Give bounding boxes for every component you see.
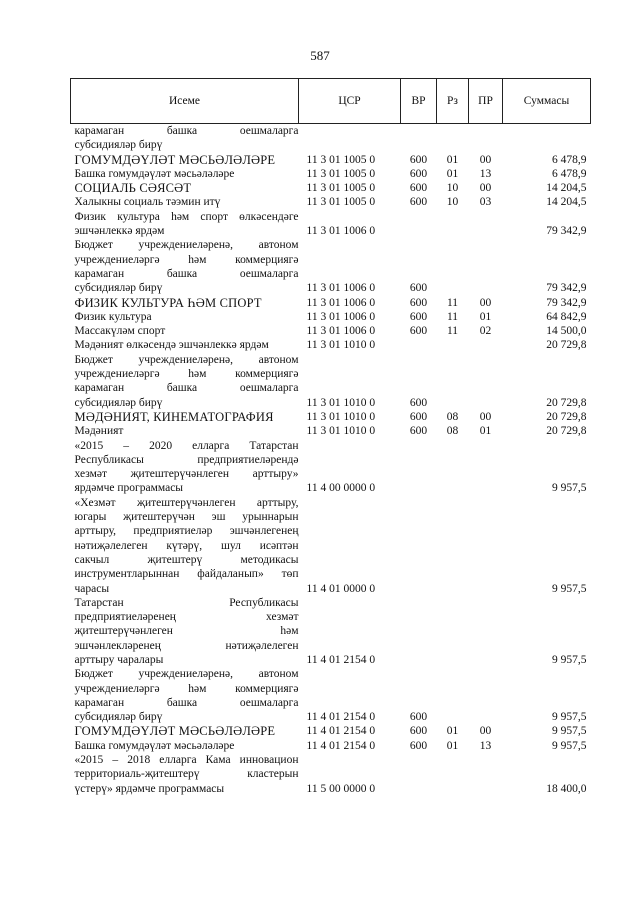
cell-name	[71, 153, 299, 167]
cell-name	[71, 210, 299, 239]
cell-pr	[469, 753, 503, 796]
cell-csr: 11 5 00 0000 0	[306, 782, 376, 795]
name-line: Бюджет учреждениеләренә, автоном	[74, 668, 299, 681]
name-line: карамаган башка оешмаларга	[74, 125, 299, 137]
name-line: карамаган башка оешмаларга	[74, 382, 299, 395]
cell-sum: 9 957,5	[552, 482, 587, 495]
table-row	[71, 324, 591, 338]
cell-rz: 01	[446, 153, 459, 166]
cell-sum: 9 957,5	[552, 582, 587, 595]
cell-vr: 600	[409, 196, 428, 209]
table-row	[71, 338, 591, 352]
cell-vr	[401, 210, 437, 239]
cell-vr: 600	[409, 711, 428, 724]
table-row	[71, 439, 591, 496]
name-line: карамаган башка оешмаларга	[74, 696, 299, 709]
cell-sum: 79 342,9	[546, 282, 587, 295]
cell-pr: 03	[479, 196, 492, 209]
cell-name	[71, 753, 299, 796]
name-line: учреждениеләргә һәм коммерциягә	[74, 682, 299, 695]
cell-vr: 600	[409, 410, 428, 423]
name-line: «2015 – 2018 елларга Кама инновацион	[74, 754, 299, 767]
cell-name	[71, 310, 299, 324]
cell-vr	[401, 439, 437, 496]
cell-csr: 11 3 01 1006 0	[306, 310, 376, 323]
cell-name	[71, 353, 299, 410]
cell-sum: 9 957,5	[552, 711, 587, 724]
name-line: Массакүләм спорт	[74, 325, 166, 338]
cell-rz	[437, 124, 469, 153]
header-name: Исеме	[71, 79, 299, 124]
cell-rz: 01	[446, 725, 459, 738]
name-line: арттыру, предприятиеләр эшчәнлегенең	[74, 525, 299, 538]
cell-vr	[401, 753, 437, 796]
cell-rz: 01	[446, 167, 459, 180]
cell-pr: 13	[479, 739, 492, 752]
cell-pr	[469, 439, 503, 496]
cell-sum: 20 729,8	[546, 339, 587, 352]
cell-name	[71, 739, 299, 753]
table-row	[71, 596, 591, 667]
name-line: «Хезмәт җитештерүчәнлеген арттыру,	[74, 496, 299, 509]
name-line: СОЦИАЛЬ СӘЯСӘТ	[74, 181, 192, 196]
cell-rz: 10	[446, 182, 459, 195]
cell-pr: 01	[479, 425, 492, 438]
header-csr: ЦСР	[299, 79, 401, 124]
cell-vr	[401, 338, 437, 352]
name-line: МӘДӘНИЯТ, КИНЕМАТОГРАФИЯ	[74, 409, 274, 424]
cell-name	[71, 667, 299, 724]
cell-csr: 11 4 01 2154 0	[306, 725, 376, 738]
cell-sum: 79 342,9	[546, 225, 587, 238]
table-header-row	[71, 79, 591, 124]
cell-vr: 600	[409, 153, 428, 166]
name-line: территориаль-җитештерү кластерын	[74, 768, 299, 781]
name-line: субсидияләр бирү	[74, 711, 163, 724]
cell-vr: 600	[409, 739, 428, 752]
name-line: субсидияләр бирү	[74, 139, 163, 152]
name-line: нәтиҗәлелеген күтәрү, шул исәптән	[74, 539, 299, 552]
name-line: ГОМУМДӘҮЛӘТ МӘСЬӘЛӘЛӘРЕ	[74, 152, 276, 167]
name-line: учреждениеләргә һәм коммерциягә	[74, 253, 299, 266]
cell-vr: 600	[409, 167, 428, 180]
cell-vr	[401, 596, 437, 667]
table-row	[71, 724, 591, 738]
cell-rz: 11	[446, 310, 459, 323]
name-line: Мәдәният өлкәсендә эшчәнлеккә ярдәм	[74, 339, 269, 352]
cell-pr	[469, 596, 503, 667]
table-row	[71, 238, 591, 295]
table-row	[71, 296, 591, 310]
table-row	[71, 353, 591, 410]
name-line: Халыкны социаль тәэмин итү	[74, 196, 221, 209]
cell-pr	[469, 667, 503, 724]
name-line: Республикасы предприятиеләрендә	[74, 453, 299, 466]
cell-sum: 20 729,8	[546, 396, 587, 409]
header-vr: ВР	[401, 79, 437, 124]
cell-sum: 14 204,5	[546, 196, 587, 209]
cell-vr: 600	[409, 296, 428, 309]
cell-csr: 11 4 00 0000 0	[306, 482, 376, 495]
budget-table	[70, 78, 591, 796]
name-line: чарасы	[74, 582, 110, 595]
cell-csr: 11 3 01 1006 0	[306, 296, 376, 309]
cell-name	[71, 195, 299, 209]
cell-name	[71, 124, 299, 153]
name-line: субсидияләр бирү	[74, 396, 163, 409]
cell-rz: 10	[446, 196, 459, 209]
name-line: карамаган башка оешмаларга	[74, 267, 299, 280]
cell-pr: 13	[479, 167, 492, 180]
table-row	[71, 124, 591, 153]
cell-pr: 01	[479, 310, 492, 323]
cell-rz	[437, 210, 469, 239]
cell-rz	[437, 338, 469, 352]
cell-sum: 20 729,8	[546, 410, 587, 423]
cell-csr: 11 3 01 1010 0	[306, 410, 376, 423]
cell-csr: 11 4 01 2154 0	[306, 739, 376, 752]
cell-csr	[299, 124, 401, 153]
cell-rz	[437, 753, 469, 796]
cell-sum: 6 478,9	[552, 167, 587, 180]
cell-name	[71, 496, 299, 596]
cell-sum: 14 204,5	[546, 182, 587, 195]
cell-name	[71, 296, 299, 310]
cell-csr: 11 3 01 1005 0	[306, 196, 376, 209]
cell-sum: 18 400,0	[546, 782, 587, 795]
cell-csr: 11 3 01 1006 0	[306, 225, 376, 238]
cell-pr	[469, 353, 503, 410]
cell-csr: 11 3 01 1005 0	[306, 167, 376, 180]
name-line: субсидияләр бирү	[74, 282, 163, 295]
cell-csr: 11 4 01 2154 0	[306, 653, 376, 666]
name-line: югары җитештерүчән эш урыннарын	[74, 511, 299, 524]
cell-rz	[437, 353, 469, 410]
header-rz: Рз	[437, 79, 469, 124]
name-line: үстерү» ярдәмче программасы	[74, 782, 225, 795]
table-row	[71, 195, 591, 209]
cell-name	[71, 338, 299, 352]
cell-vr	[401, 496, 437, 596]
cell-pr	[469, 124, 503, 153]
cell-pr: 02	[479, 325, 492, 338]
cell-pr	[469, 238, 503, 295]
name-line: Башка гомумдәүләт мәсьәләләре	[74, 167, 235, 180]
name-line: сакчыл җитештерү методикасы	[74, 553, 299, 566]
cell-sum	[503, 124, 591, 153]
cell-csr: 11 3 01 1010 0	[306, 396, 376, 409]
name-line: Мәдәният	[74, 425, 124, 438]
cell-pr	[469, 338, 503, 352]
name-line: Физик культура	[74, 310, 152, 323]
cell-pr: 00	[479, 296, 492, 309]
cell-pr	[469, 210, 503, 239]
cell-csr: 11 3 01 1005 0	[306, 182, 376, 195]
cell-sum: 9 957,5	[552, 739, 587, 752]
cell-csr: 11 4 01 2154 0	[306, 711, 376, 724]
table-row	[71, 181, 591, 195]
cell-sum: 9 957,5	[552, 725, 587, 738]
table-row	[71, 667, 591, 724]
table-row	[71, 310, 591, 324]
name-line: Бюджет учреждениеләренә, автоном	[74, 239, 299, 252]
cell-rz	[437, 496, 469, 596]
cell-vr: 600	[409, 725, 428, 738]
cell-pr: 00	[479, 410, 492, 423]
name-line: Бюджет учреждениеләренә, автоном	[74, 353, 299, 366]
cell-pr: 00	[479, 725, 492, 738]
cell-csr: 11 3 01 1006 0	[306, 282, 376, 295]
table-row	[71, 753, 591, 796]
cell-name	[71, 410, 299, 424]
cell-name	[71, 724, 299, 738]
cell-sum: 14 500,0	[546, 325, 587, 338]
cell-csr: 11 3 01 1010 0	[306, 425, 376, 438]
name-line: инструментларыннан файдаланып» төп	[74, 568, 299, 581]
table-row	[71, 153, 591, 167]
header-pr: ПР	[469, 79, 503, 124]
name-line: Татарстан Республикасы	[74, 596, 299, 609]
cell-rz	[437, 667, 469, 724]
cell-csr: 11 3 01 1005 0	[306, 153, 376, 166]
cell-csr: 11 3 01 1010 0	[306, 339, 376, 352]
cell-name	[71, 324, 299, 338]
table-row	[71, 424, 591, 438]
name-line: арттыру чаралары	[74, 653, 164, 666]
name-line: хезмәт җитештерүчәнлеген арттыру»	[74, 468, 299, 481]
cell-csr: 11 4 01 0000 0	[306, 582, 376, 595]
cell-rz	[437, 439, 469, 496]
name-line: җитештерүчәнлеген һәм	[74, 625, 299, 638]
name-line: предприятиеләренең хезмәт	[74, 611, 299, 624]
cell-sum: 79 342,9	[546, 296, 587, 309]
cell-sum: 20 729,8	[546, 425, 587, 438]
cell-vr: 600	[409, 282, 428, 295]
table-row	[71, 210, 591, 239]
cell-vr: 600	[409, 396, 428, 409]
name-line: эшчәнлекләренең нәтиҗәлелеген	[74, 639, 299, 652]
cell-name	[71, 167, 299, 181]
cell-vr: 600	[409, 325, 428, 338]
cell-rz: 08	[446, 410, 459, 423]
cell-name	[71, 596, 299, 667]
cell-name	[71, 181, 299, 195]
table-body	[71, 124, 591, 796]
cell-sum: 64 842,9	[546, 310, 587, 323]
name-line: ярдәмче программасы	[74, 482, 184, 495]
cell-rz: 11	[446, 296, 459, 309]
name-line: Физик культура һәм спорт өлкәсендәге	[74, 210, 299, 223]
cell-rz: 11	[446, 325, 459, 338]
cell-vr	[401, 124, 437, 153]
table-row	[71, 167, 591, 181]
cell-sum: 9 957,5	[552, 653, 587, 666]
cell-csr: 11 3 01 1006 0	[306, 325, 376, 338]
cell-pr: 00	[479, 182, 492, 195]
name-line: Башка гомумдәүләт мәсьәләләре	[74, 739, 235, 752]
cell-rz	[437, 238, 469, 295]
cell-pr: 00	[479, 153, 492, 166]
table-row	[71, 410, 591, 424]
name-line: «2015 – 2020 елларга Татарстан	[74, 439, 299, 452]
cell-sum: 6 478,9	[552, 153, 587, 166]
page-number: 587	[310, 48, 330, 63]
cell-vr: 600	[409, 182, 428, 195]
cell-name	[71, 439, 299, 496]
table-row	[71, 496, 591, 596]
name-line: ФИЗИК КУЛЬТУРА ҺӘМ СПОРТ	[74, 295, 262, 310]
cell-name	[71, 424, 299, 438]
cell-name	[71, 238, 299, 295]
name-line: эшчәнлеккә ярдәм	[74, 225, 165, 238]
name-line: учреждениеләргә һәм коммерциягә	[74, 368, 299, 381]
cell-vr: 600	[409, 425, 428, 438]
header-sum: Суммасы	[503, 79, 591, 124]
name-line: ГОМУМДӘҮЛӘТ МӘСЬӘЛӘЛӘРЕ	[74, 724, 276, 739]
table-row	[71, 739, 591, 753]
cell-vr: 600	[409, 310, 428, 323]
cell-rz: 08	[446, 425, 459, 438]
cell-rz	[437, 596, 469, 667]
cell-rz: 01	[446, 739, 459, 752]
cell-pr	[469, 496, 503, 596]
